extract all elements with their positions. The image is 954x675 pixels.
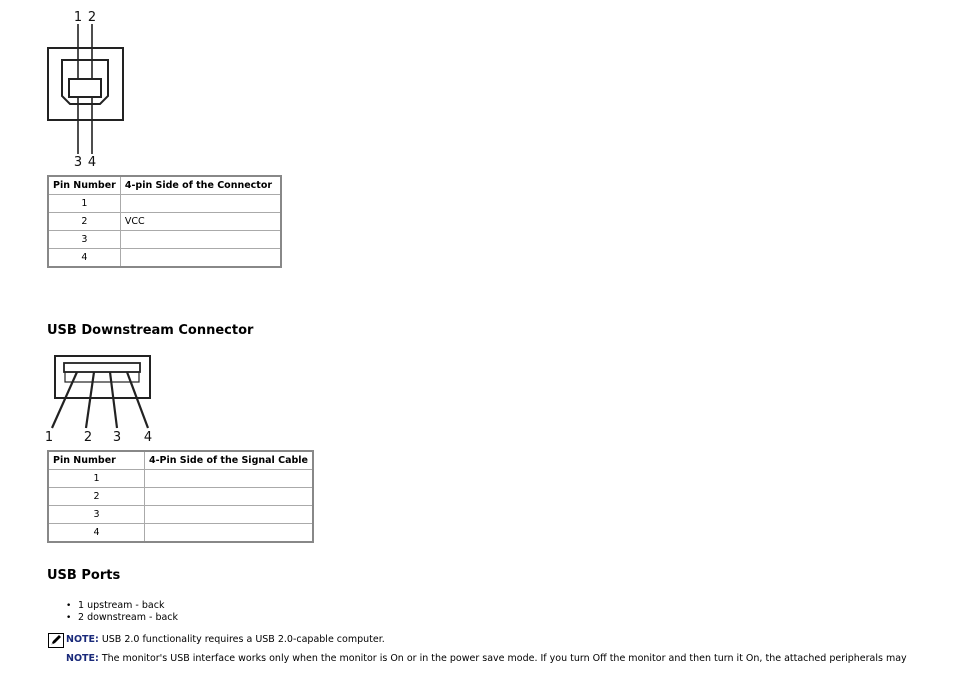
usb-downstream-heading: USB Downstream Connector [47,323,254,338]
pin-number-cell: 4 [48,249,120,268]
column-header: Pin Number [48,176,120,195]
pin-value-cell [144,524,313,543]
note-text: The monitor's USB interface works only when the monitor is On or in the power save mode. If you turn Off the monitor and then turn it On, the attached peripherals may [98,653,907,664]
pin-label-1: 1 [44,430,54,445]
note-label: NOTE: [66,634,99,645]
pin-value-cell [144,488,313,506]
note-usb-2 [66,634,385,645]
usb-downstream-connector-diagram [40,352,160,444]
table-row [48,488,313,506]
table-row [48,195,281,213]
usb-ports-list [66,600,178,624]
pin-number-cell: 1 [48,470,144,488]
usb-ports-heading: USB Ports [47,568,121,583]
note-text: USB 2.0 functionality requires a USB 2.0-capable computer. [98,634,385,645]
pin-value-cell [144,506,313,524]
pin-value-cell [144,470,313,488]
pin-value-cell [120,249,281,268]
pin-label-1: 1 [73,10,83,25]
usb-upstream-connector-diagram [40,8,140,168]
table-header-row [48,176,281,195]
note-usb-interface [66,653,907,664]
table-row [48,231,281,249]
pin-label-2: 2 [83,430,93,445]
column-header: Pin Number [48,451,144,470]
pin-value-cell [120,231,281,249]
table-header-row [48,451,313,470]
pin-value-cell [120,195,281,213]
list-item: • 1 upstream - back [66,600,178,612]
usb-downstream-pin-table [47,450,314,543]
column-header: 4-pin Side of the Connector [120,176,281,195]
pin-number-cell: 1 [48,195,120,213]
pin-label-3: 3 [73,155,83,170]
pin-label-4: 4 [143,430,153,445]
pin-number-cell: 2 [48,213,120,231]
pin-label-4: 4 [87,155,97,170]
list-item: • 2 downstream - back [66,612,178,624]
pin-label-3: 3 [112,430,122,445]
table-row [48,524,313,543]
table-row [48,470,313,488]
column-header: 4-Pin Side of the Signal Cable [144,451,313,470]
pin-number-cell: 2 [48,488,144,506]
usb-upstream-pin-table [47,175,282,268]
table-row [48,249,281,268]
table-row [48,213,281,231]
pin-number-cell: 3 [48,231,120,249]
pin-value-cell: VCC [120,213,281,231]
pin-number-cell: 3 [48,506,144,524]
pin-number-cell: 4 [48,524,144,543]
table-row [48,506,313,524]
note-label: NOTE: [66,653,99,664]
pin-label-2: 2 [87,10,97,25]
note-pencil-icon [48,633,64,652]
